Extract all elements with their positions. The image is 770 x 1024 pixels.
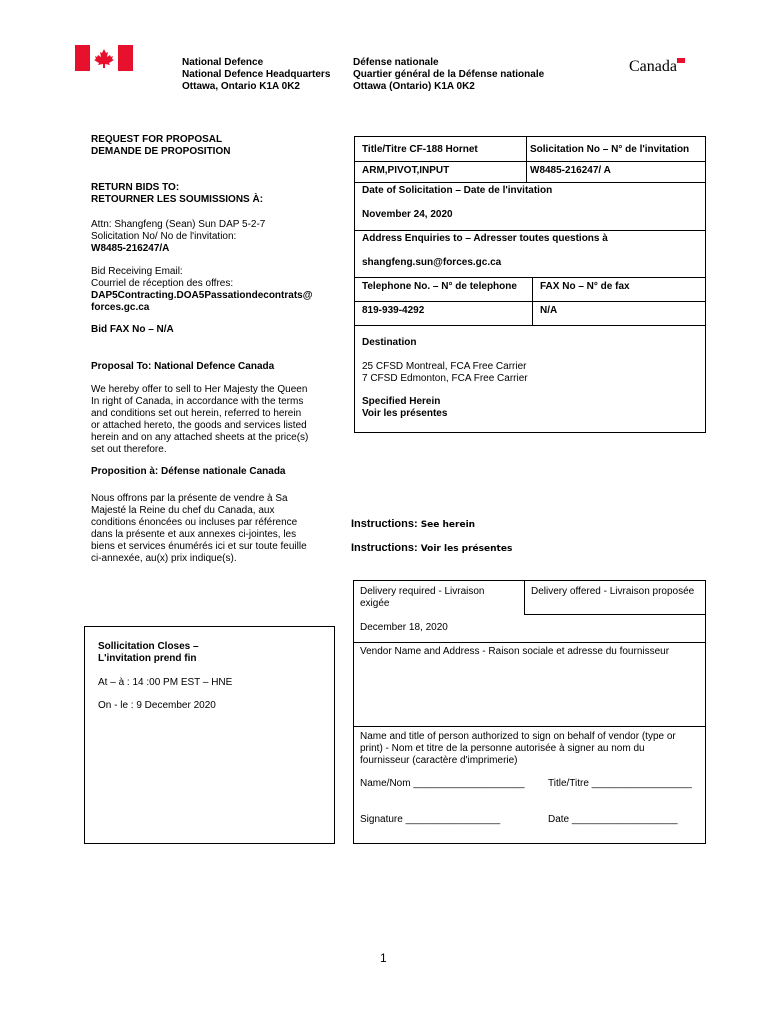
offer-line: We hereby offer to sell to Her Majesty the Queen — [91, 384, 308, 395]
divider — [524, 614, 706, 615]
name-field[interactable]: Name/Nom ____________________ — [360, 778, 525, 789]
closes-date: On - le : 9 December 2020 — [98, 700, 216, 711]
canada-wordmark-text: Canada — [629, 58, 677, 75]
offer-line: and conditions set out herein, referred to herein — [91, 408, 302, 419]
header-en-line: National Defence Headquarters — [182, 69, 331, 80]
divider — [354, 182, 706, 183]
offer-paragraph — [91, 384, 308, 456]
attn-line: Solicitation No/ No de l'invitation: — [91, 231, 237, 242]
divider — [354, 161, 706, 162]
bid-email-address: DAP5Contracting.DOA5Passationdecontrats@ — [91, 290, 313, 301]
divider — [353, 726, 706, 727]
instructions-label: Instructions: — [351, 518, 418, 530]
divider — [354, 277, 706, 278]
divider — [354, 230, 706, 231]
delivery-required-line: exigée — [360, 598, 390, 609]
header-fr-line: Ottawa (Ontario) K1A 0K2 — [353, 81, 475, 92]
offer-line: herein and on any attached sheets at the price(s) — [91, 432, 309, 443]
instructions-label: Instructions: — [351, 542, 418, 554]
return-line: RETURN BIDS TO: — [91, 182, 180, 193]
divider — [526, 136, 527, 183]
title-label: Title/Titre CF-188 Hornet — [362, 144, 478, 155]
instructions-en — [351, 518, 475, 531]
vendor-name-address-label: Vendor Name and Address - Raison sociale et adresse du fournisseur — [360, 646, 670, 657]
telephone-label: Telephone No. – N° de telephone — [362, 281, 517, 292]
signature-field[interactable]: Signature _________________ — [360, 814, 501, 825]
return-line: RETOURNER LES SOUMISSIONS À: — [91, 194, 264, 205]
title-field[interactable]: Title/Titre __________________ — [548, 778, 692, 789]
fax-value: N/A — [540, 305, 558, 316]
divider — [354, 325, 706, 326]
fr-offer-line: ci-annexée, au(x) prix indique(s). — [91, 553, 237, 564]
enquiries-label: Address Enquiries to – Adresser toutes questions à — [362, 233, 608, 244]
destination-item: 7 CFSD Edmonton, FCA Free Carrier — [362, 373, 528, 384]
fr-offer-line: Nous offrons par la présente de vendre à Sa — [91, 493, 288, 504]
wordmark-flag-icon — [677, 58, 685, 63]
fr-offer-line: conditions énoncées ou incluses par référence — [91, 517, 298, 528]
delivery-required — [360, 586, 485, 610]
authorized-line: print) - Nom et titre de la personne autorisée à signer au nom du — [360, 743, 645, 754]
proposal-to: Proposal To: National Defence Canada — [91, 361, 275, 372]
delivery-required-date: December 18, 2020 — [360, 622, 448, 633]
fr-offer-line: Majesté la Reine du chef du Canada, aux — [91, 505, 275, 516]
vendor-box — [353, 580, 706, 844]
date-field[interactable]: Date ___________________ — [548, 814, 678, 825]
attention-block — [91, 219, 265, 255]
closes-title-line: L'invitation prend fin — [98, 653, 197, 664]
divider — [524, 580, 525, 614]
telephone-value: 819-939-4292 — [362, 305, 425, 316]
closes-time: At – à : 14 :00 PM EST – HNE — [98, 677, 233, 688]
solicitation-label: Solicitation No – N° de l'invitation — [530, 144, 690, 155]
date-value: November 24, 2020 — [362, 209, 453, 220]
delivery-required-line: Delivery required - Livraison — [360, 586, 485, 597]
bid-email-block — [91, 266, 312, 314]
closes-title — [98, 641, 199, 665]
specified-line: Voir les présentes — [362, 408, 448, 419]
page-number: 1 — [380, 951, 387, 965]
authorized-line: Name and title of person authorized to sign on behalf of vendor (type or — [360, 731, 676, 742]
divider — [353, 642, 706, 643]
header-en-line: Ottawa, Ontario K1A 0K2 — [182, 81, 300, 92]
proposition-heading: Proposition à: Défense nationale Canada — [91, 466, 286, 477]
closes-title-line: Sollicitation Closes – — [98, 641, 199, 652]
destination-item: 25 CFSD Montreal, FCA Free Carrier — [362, 361, 527, 372]
authorized-person-label — [360, 731, 676, 767]
rfp-line: REQUEST FOR PROPOSAL — [91, 134, 223, 145]
specified-line: Specified Herein — [362, 396, 441, 407]
bid-email-address: forces.gc.ca — [91, 302, 150, 313]
return-bids-heading — [91, 182, 263, 206]
destination-label: Destination — [362, 337, 417, 348]
authorized-line: fournisseur (caractère d'imprimerie) — [360, 755, 518, 766]
divider — [354, 301, 706, 302]
offer-line: or attached hereto, the goods and services listed — [91, 420, 307, 431]
header-en — [182, 57, 330, 93]
header-fr-line: Défense nationale — [353, 57, 439, 68]
attn-line: Attn: Shangfeng (Sean) Sun DAP 5-2-7 — [91, 219, 266, 230]
solicitation-closes-box — [84, 626, 335, 844]
title-value: ARM,PIVOT,INPUT — [362, 165, 450, 176]
fr-offer-line: dans la présente et aux annexes ci-jointes, les — [91, 529, 297, 540]
instructions-value: See herein — [420, 520, 476, 530]
destination-list — [362, 361, 528, 385]
date-label: Date of Solicitation – Date de l'invitation — [362, 185, 553, 196]
offer-line: In right of Canada, in accordance with the terms — [91, 396, 304, 407]
offer-line: set out therefore. — [91, 444, 167, 455]
fax-label: FAX No – N° de fax — [540, 281, 630, 292]
email-line: Courriel de réception des offres: — [91, 278, 234, 289]
email-line: Bid Receiving Email: — [91, 266, 183, 277]
specified-herein — [362, 396, 447, 420]
fr-offer-line: biens et services énumérés ici et sur toute feuille — [91, 541, 307, 552]
header-en-line: National Defence — [182, 57, 264, 68]
enquiries-email: shangfeng.sun@forces.gc.ca — [362, 257, 502, 268]
instructions-fr — [351, 542, 512, 555]
solicitation-value: W8485-216247/ A — [530, 165, 611, 176]
delivery-offered: Delivery offered - Livraison proposée — [531, 586, 695, 597]
canada-wordmark — [629, 58, 677, 76]
header-fr — [353, 57, 544, 93]
header-fr-line: Quartier général de la Défense nationale — [353, 69, 545, 80]
rfp-heading — [91, 134, 230, 158]
attn-solicitation-number: W8485-216247/A — [91, 243, 170, 254]
canada-flag-icon — [75, 45, 133, 71]
instructions-value: Voir les présentes — [420, 544, 513, 554]
bid-fax: Bid FAX No – N/A — [91, 324, 174, 335]
rfp-line: DEMANDE DE PROPOSITION — [91, 146, 231, 157]
fr-offer-paragraph — [91, 493, 307, 565]
